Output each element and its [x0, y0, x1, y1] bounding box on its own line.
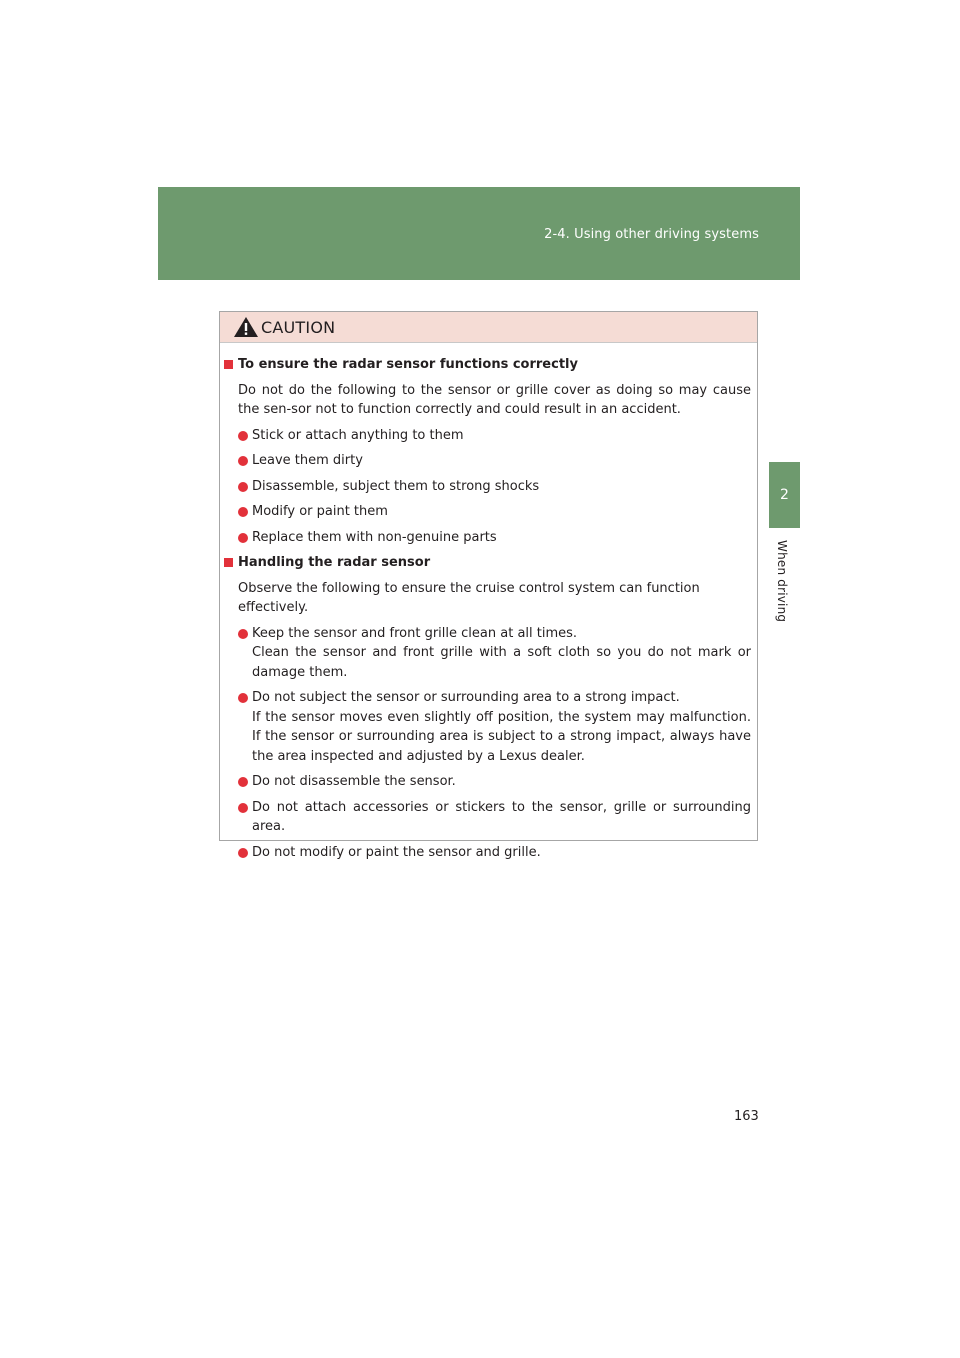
section-header-band — [158, 187, 800, 280]
bullet-dot-icon — [238, 848, 248, 858]
list-item: Do not modify or paint the sensor and grille. — [224, 843, 751, 863]
list-item: Leave them dirty — [224, 451, 751, 471]
bullet-dot-icon — [238, 482, 248, 492]
page-number: 163 — [734, 1109, 759, 1124]
bullet-dot-icon — [238, 431, 248, 441]
bullet-dot-icon — [238, 629, 248, 639]
list-item: Do not disassemble the sensor. — [224, 772, 751, 792]
caution-title: CAUTION — [261, 317, 336, 337]
chapter-label: When driving — [775, 540, 789, 623]
list-item: Do not attach accessories or stickers to the sensor, grille or surrounding area. — [224, 798, 751, 837]
section-title: 2-4. Using other driving systems — [544, 227, 759, 242]
section-intro: Do not do the following to the sensor or grille cover as doing so may cause the sen-sor not to function correctly and could result in an accident. — [238, 382, 751, 417]
warning-triangle-icon — [233, 316, 259, 338]
caution-body — [220, 343, 757, 862]
bullet-dot-icon — [238, 507, 248, 517]
bullet-dot-icon — [238, 777, 248, 787]
bullet-dot-icon — [238, 693, 248, 703]
chapter-number: 2 — [780, 487, 789, 503]
section-heading: To ensure the radar sensor functions correctly — [224, 355, 751, 375]
bullet-dot-icon — [238, 456, 248, 466]
section-heading: Handling the radar sensor — [224, 553, 751, 573]
bullet-dot-icon — [238, 803, 248, 813]
list-item: Stick or attach anything to them — [224, 426, 751, 446]
chapter-tab — [769, 462, 800, 528]
square-bullet-icon — [224, 360, 233, 369]
square-bullet-icon — [224, 558, 233, 567]
list-item: Modify or paint them — [224, 502, 751, 522]
list-item: Disassemble, subject them to strong shocks — [224, 477, 751, 497]
bullet-dot-icon — [238, 533, 248, 543]
list-item: Keep the sensor and front grille clean at all times. Clean the sensor and front grille with a soft cloth so you do not mark or damage them. — [224, 624, 751, 683]
caution-header — [220, 312, 757, 343]
list-item: Replace them with non-genuine parts — [224, 528, 751, 548]
list-item: Do not subject the sensor or surrounding area to a strong impact. If the sensor moves even slightly off position, the system may malfunction. If the sensor or surrounding area is subject to a strong impact, always have the area inspected and adjusted by a Lexus dealer. — [224, 688, 751, 766]
section-intro: Observe the following to ensure the cruise control system can function effectively. — [238, 580, 700, 615]
caution-box — [219, 311, 758, 860]
